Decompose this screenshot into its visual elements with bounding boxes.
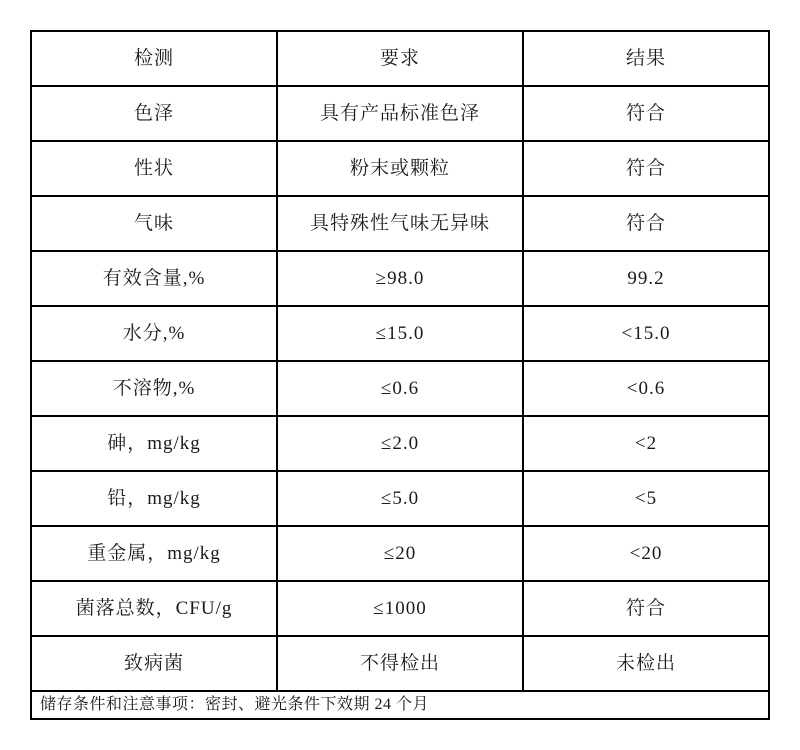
header-requirement: 要求 (277, 31, 523, 86)
item-cell: 气味 (31, 196, 277, 251)
item-cell: 有效含量,% (31, 251, 277, 306)
table-row (31, 636, 769, 691)
item-cell: 性状 (31, 141, 277, 196)
result-cell: 符合 (523, 141, 769, 196)
result-cell: 符合 (523, 581, 769, 636)
inspection-spec-table (30, 30, 770, 720)
requirement-cell: 具有产品标准色泽 (277, 86, 523, 141)
item-cell: 色泽 (31, 86, 277, 141)
requirement-cell: ≤2.0 (277, 416, 523, 471)
requirement-cell: ≤15.0 (277, 306, 523, 361)
result-cell: <0.6 (523, 361, 769, 416)
requirement-cell: ≤5.0 (277, 471, 523, 526)
table-row (31, 526, 769, 581)
result-cell: 99.2 (523, 251, 769, 306)
table-row (31, 86, 769, 141)
header-item: 检测 (31, 31, 277, 86)
item-cell: 重金属，mg/kg (31, 526, 277, 581)
storage-note: 储存条件和注意事项：密封、避光条件下效期 24 个月 (31, 691, 769, 719)
requirement-cell: 粉末或颗粒 (277, 141, 523, 196)
result-cell: <20 (523, 526, 769, 581)
item-cell: 水分,% (31, 306, 277, 361)
result-cell: 未检出 (523, 636, 769, 691)
requirement-cell: ≤20 (277, 526, 523, 581)
result-cell: <15.0 (523, 306, 769, 361)
header-result: 结果 (523, 31, 769, 86)
result-cell: 符合 (523, 196, 769, 251)
table-row (31, 416, 769, 471)
requirement-cell: ≤1000 (277, 581, 523, 636)
requirement-cell: ≤0.6 (277, 361, 523, 416)
header-row (31, 31, 769, 86)
table-row (31, 251, 769, 306)
table-row (31, 581, 769, 636)
table-row (31, 196, 769, 251)
item-cell: 不溶物,% (31, 361, 277, 416)
result-cell: 符合 (523, 86, 769, 141)
item-cell: 菌落总数，CFU/g (31, 581, 277, 636)
requirement-cell: ≥98.0 (277, 251, 523, 306)
table-row (31, 141, 769, 196)
table-row (31, 306, 769, 361)
table-row (31, 361, 769, 416)
result-cell: <2 (523, 416, 769, 471)
item-cell: 铅，mg/kg (31, 471, 277, 526)
item-cell: 致病菌 (31, 636, 277, 691)
result-cell: <5 (523, 471, 769, 526)
footer-row (31, 691, 769, 719)
requirement-cell: 不得检出 (277, 636, 523, 691)
table-row (31, 471, 769, 526)
requirement-cell: 具特殊性气味无异味 (277, 196, 523, 251)
item-cell: 砷，mg/kg (31, 416, 277, 471)
